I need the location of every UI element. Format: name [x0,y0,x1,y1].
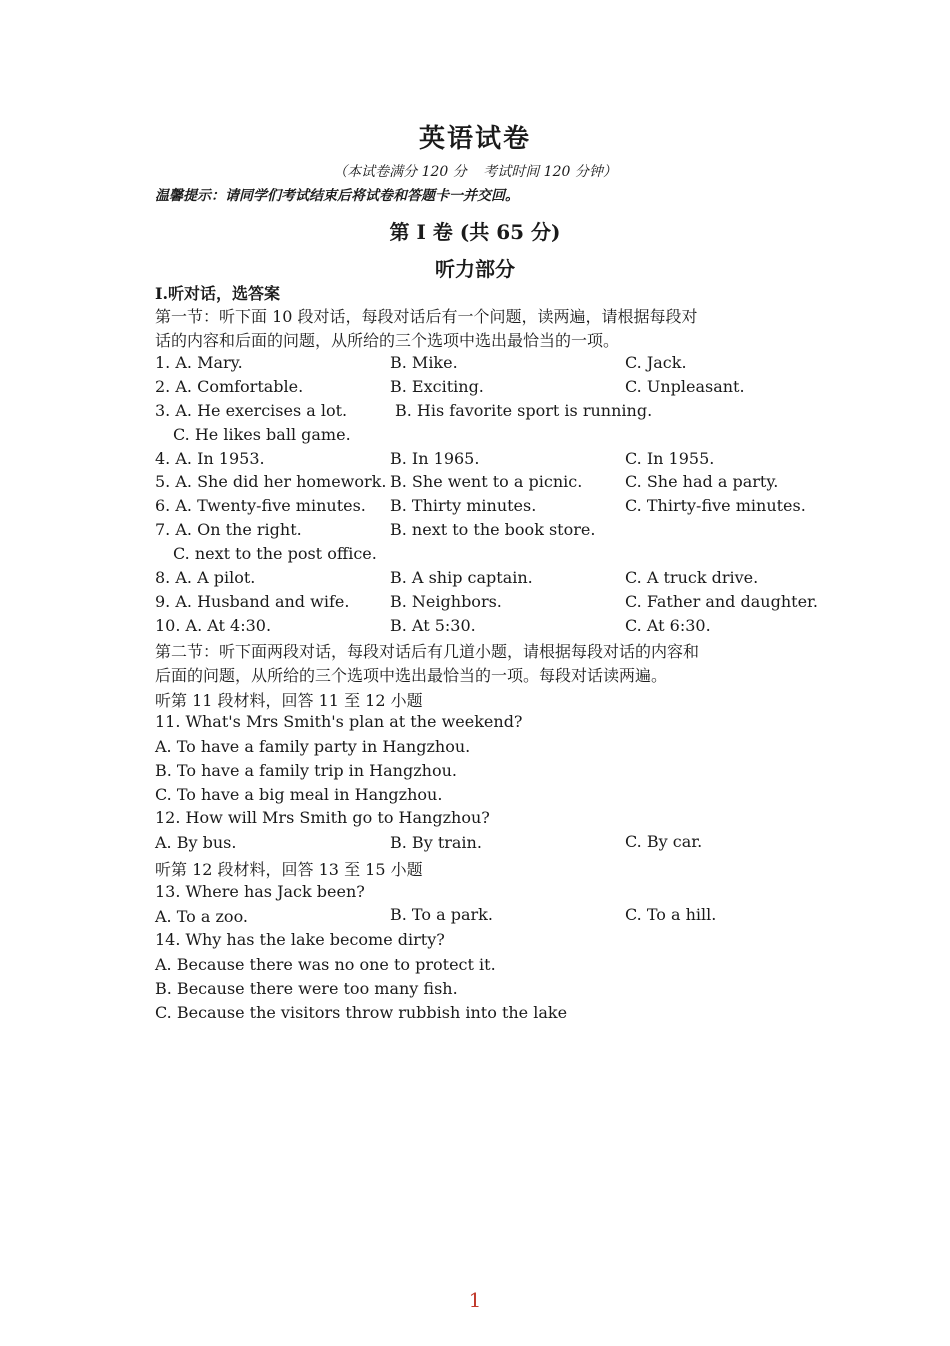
page-number: 1 [468,1288,482,1312]
q14-option-a: A. Because there was no one to protect it. [155,955,496,974]
q6-option-c: C. Thirty-five minutes. [625,496,806,515]
q14-option-b: B. Because there were too many fish. [155,979,458,998]
q1-option-c: C. Jack. [625,353,687,372]
q12-option-c: C. By car. [625,832,703,851]
time-note: 考试时间 120 分钟） [483,164,617,180]
q10-option-c: C. At 6:30. [625,616,711,635]
q5-option-c: C. She had a party. [625,472,779,491]
q9-option-b: B. Neighbors. [390,592,502,611]
q4-option-a: 4. A. In 1953. [155,449,265,468]
q11-option-b: B. To have a family trip in Hangzhou. [155,761,457,780]
q12-option-a: A. By bus. [155,833,237,852]
q11-stem: 11. What's Mrs Smith's plan at the weekend? [155,712,523,731]
q9-option-a: 9. A. Husband and wife. [155,592,350,611]
q4-option-b: B. In 1965. [390,449,480,468]
part-title: 听力部分 [435,257,515,281]
q5-option-a: 5. A. She did her homework. [155,472,387,491]
q10-option-b: B. At 5:30. [390,616,476,635]
q4-option-c: C. In 1955. [625,449,715,468]
q3-option-b: B. His favorite sport is running. [395,401,653,420]
q10-option-a: 10. A. At 4:30. [155,616,272,635]
section1-instruction-line2: 话的内容和后面的问题，从所给的三个选项中选出最恰当的一项。 [155,331,620,350]
q13-option-a: A. To a zoo. [155,907,248,926]
q3-option-c: C. He likes ball game. [173,425,351,444]
q8-option-c: C. A truck drive. [625,568,759,587]
q8-option-a: 8. A. A pilot. [155,568,256,587]
section1-instruction-line1: 第一节：听下面 10 段对话，每段对话后有一个问题，读两遍，请根据每段对 [155,307,698,326]
section1-heading: I.听对话，选答案 [155,284,281,303]
q7-option-a: 7. A. On the right. [155,520,302,539]
q7-option-c: C. next to the post office. [173,544,377,563]
volume-title: 第 I 卷 (共 65 分) [389,220,561,244]
q12-stem: 12. How will Mrs Smith go to Hangzhou? [155,808,490,827]
q1-option-b: B. Mike. [390,353,458,372]
q8-option-b: B. A ship captain. [390,568,533,587]
q5-option-b: B. She went to a picnic. [390,472,583,491]
q14-option-c: C. Because the visitors throw rubbish into the lake [155,1003,568,1022]
q2-option-c: C. Unpleasant. [625,377,745,396]
q7-option-b: B. next to the book store. [390,520,596,539]
section2-instruction-line1: 第二节：听下面两段对话，每段对话后有几道小题，请根据每段对话的内容和 [155,642,700,661]
q13-stem: 13. Where has Jack been? [155,882,365,901]
q13-option-c: C. To a hill. [625,905,717,924]
q6-option-a: 6. A. Twenty-five minutes. [155,496,366,515]
material-12-heading: 听第 12 段材料，回答 13 至 15 小题 [155,860,423,879]
q14-stem: 14. Why has the lake become dirty? [155,930,445,949]
full-score-note: （本试卷满分 120 分 [333,164,467,180]
section2-instruction-line2: 后面的问题，从所给的三个选项中选出最恰当的一项。每段对话读两遍。 [155,666,668,685]
q12-option-b: B. By train. [390,833,482,852]
q2-option-a: 2. A. Comfortable. [155,377,304,396]
q11-option-c: C. To have a big meal in Hangzhou. [155,785,443,804]
q1-option-a: 1. A. Mary. [155,353,243,372]
exam-title: 英语试卷 [418,124,531,154]
material-11-heading: 听第 11 段材料，回答 11 至 12 小题 [155,691,423,710]
exam-subtitle [0,161,950,181]
q3-option-a: 3. A. He exercises a lot. [155,401,348,420]
q9-option-c: C. Father and daughter. [625,592,819,611]
exam-notice: 温馨提示：请同学们考试结束后将试卷和答题卡一并交回。 [155,188,519,204]
q2-option-b: B. Exciting. [390,377,484,396]
q6-option-b: B. Thirty minutes. [390,496,537,515]
q13-option-b: B. To a park. [390,905,493,924]
q11-option-a: A. To have a family party in Hangzhou. [155,737,471,756]
